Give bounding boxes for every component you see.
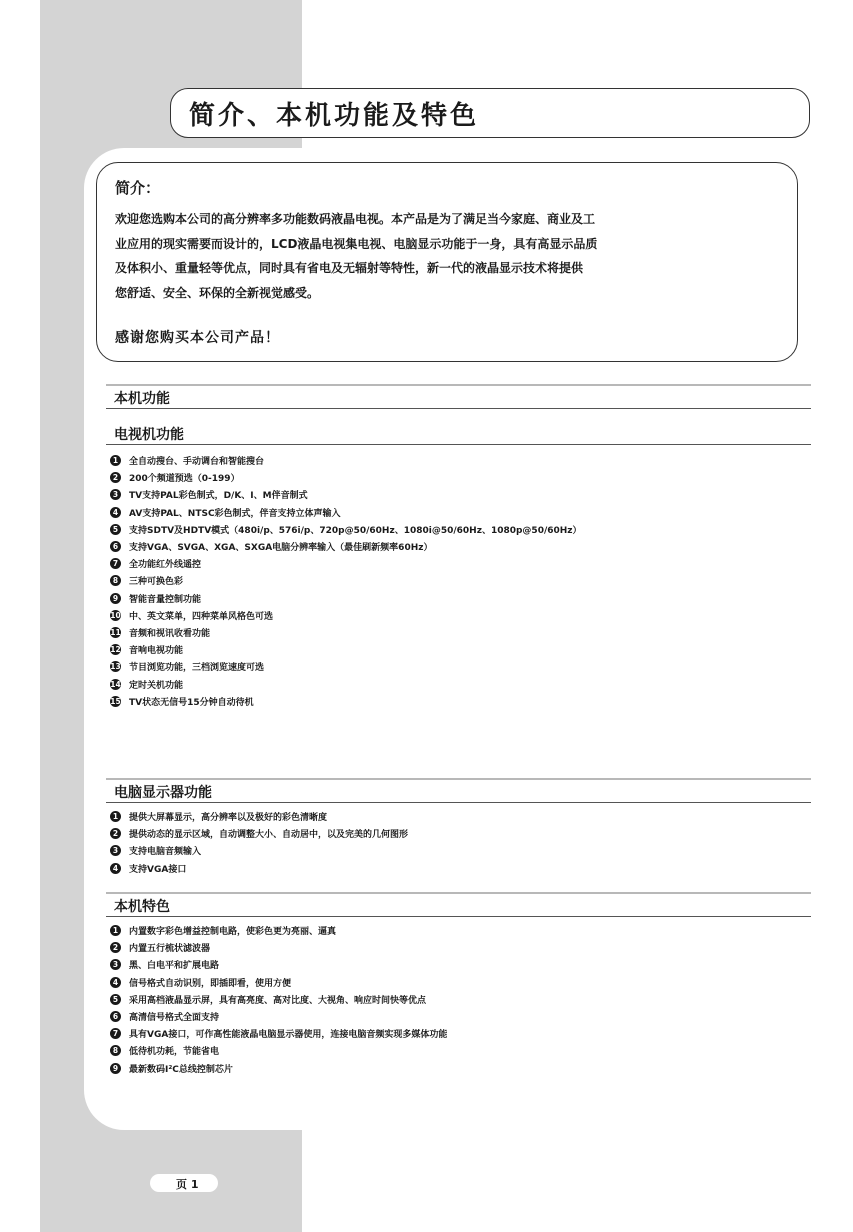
intro-box	[96, 162, 798, 362]
section-features-heading	[106, 384, 811, 409]
number-badge: 7	[110, 558, 121, 569]
number-badge: 4	[110, 507, 121, 518]
list-item	[110, 974, 447, 991]
page-title: 简介、本机功能及特色	[189, 101, 480, 131]
number-badge: 2	[110, 472, 121, 483]
number-badge: 2	[110, 942, 121, 953]
pc-features-label: 电脑显示器功能	[114, 785, 212, 801]
pc-feature-list	[110, 808, 408, 877]
list-item	[110, 521, 582, 538]
number-badge: 9	[110, 593, 121, 604]
intro-line: 欢迎您选购本公司的高分辨率多功能数码液晶电视。本产品是为了满足当今家庭、商业及工	[115, 212, 596, 226]
number-badge: 6	[110, 541, 121, 552]
list-item-text: 节目浏览功能，三档浏览速度可选	[129, 663, 265, 674]
intro-line: 业应用的现实需要而设计的，LCD液晶电视集电视、电脑显示功能于一身，具有高显示品质	[115, 236, 598, 251]
list-item-text: 支持VGA接口	[129, 864, 187, 875]
number-badge: 4	[110, 977, 121, 988]
number-badge: 6	[110, 1011, 121, 1022]
list-item	[110, 956, 447, 973]
list-item-text: 内置数字彩色增益控制电路，使彩色更为亮丽、逼真	[129, 927, 337, 938]
list-item	[110, 693, 582, 710]
list-item	[110, 607, 582, 624]
list-item	[110, 555, 582, 572]
list-item-text: 低待机功耗，节能省电	[129, 1047, 220, 1058]
intro-body	[115, 207, 783, 305]
intro-line: 您舒适、安全、环保的全新视觉感受。	[115, 285, 320, 300]
list-item	[110, 504, 582, 521]
list-item	[110, 1025, 447, 1042]
number-badge: 3	[110, 489, 121, 500]
special-features-heading	[106, 892, 811, 917]
intro-line: 及体积小、重量轻等优点，同时具有省电及无辐射等特性，新一代的液晶显示技术将提供	[115, 261, 584, 275]
list-item-text: 智能音量控制功能	[129, 594, 202, 605]
number-badge: 11	[110, 627, 121, 637]
pc-features-heading	[106, 778, 811, 803]
list-item-text: 音响电视功能	[129, 646, 184, 657]
number-badge: 3	[110, 959, 121, 970]
number-badge: 14	[110, 679, 121, 689]
number-badge: 15	[110, 696, 121, 706]
list-item	[110, 1060, 447, 1077]
list-item-text: 全功能红外线遥控	[129, 560, 202, 571]
list-item	[110, 590, 582, 607]
list-item-text: 提供动态的显示区域，自动调整大小、自动居中，以及完美的几何图形	[129, 830, 409, 841]
list-item	[110, 486, 582, 503]
tv-feature-list	[110, 452, 582, 710]
list-item	[110, 939, 447, 956]
list-item	[110, 452, 582, 469]
number-badge: 5	[110, 994, 121, 1005]
list-item-text: 中、英文菜单，四种菜单风格色可选	[129, 611, 274, 622]
special-features-label: 本机特色	[114, 899, 170, 915]
list-item	[110, 922, 447, 939]
list-item-text: 最新数码I²C总线控制芯片	[129, 1064, 233, 1075]
number-badge: 2	[110, 828, 121, 839]
list-item	[110, 1042, 447, 1059]
list-item-text: 内置五行梳状滤波器	[129, 944, 211, 955]
list-item-text: 提供大屏幕显示，高分辨率以及极好的彩色清晰度	[129, 813, 328, 824]
number-badge: 1	[110, 811, 121, 822]
list-item-text: 支持电脑音频输入	[129, 847, 202, 858]
list-item-text: 具有VGA接口，可作高性能液晶电脑显示器使用，连接电脑音频实现多媒体功能	[129, 1030, 448, 1041]
page-number-tab	[150, 1174, 218, 1192]
list-item-text: 黑、白电平和扩展电路	[129, 961, 220, 972]
list-item	[110, 469, 582, 486]
number-badge: 13	[110, 662, 121, 672]
number-badge: 4	[110, 863, 121, 874]
list-item	[110, 825, 408, 842]
number-badge: 10	[110, 610, 121, 620]
list-item-text: 支持SDTV及HDTV模式（480i/p、576i/p、720p@50/60Hz、1080i@50/60Hz、1080p@50/60Hz）	[129, 525, 582, 536]
list-item-text: TV状态无信号15分钟自动待机	[129, 697, 254, 708]
number-badge: 8	[110, 575, 121, 586]
number-badge: 12	[110, 645, 121, 655]
intro-thanks: 感谢您购买本公司产品！	[115, 330, 280, 346]
list-item	[110, 572, 582, 589]
special-feature-list	[110, 922, 447, 1077]
list-item	[110, 658, 582, 675]
list-item-text: 全自动搜台、手动调台和智能搜台	[129, 457, 265, 468]
number-badge: 1	[110, 925, 121, 936]
list-item-text: 定时关机功能	[129, 680, 184, 691]
list-item	[110, 808, 408, 825]
list-item-text: TV支持PAL彩色制式，D/K、I、M伴音制式	[129, 491, 308, 502]
tv-features-label: 电视机功能	[114, 427, 184, 443]
list-item	[110, 842, 408, 859]
tv-features-heading	[106, 422, 811, 445]
number-badge: 3	[110, 845, 121, 856]
list-item-text: 高清信号格式全面支持	[129, 1013, 220, 1024]
number-badge: 7	[110, 1028, 121, 1039]
intro-heading: 简介：	[115, 179, 161, 197]
number-badge: 1	[110, 455, 121, 466]
list-item-text: 三种可换色彩	[129, 577, 184, 588]
list-item-text: 音频和视讯收看功能	[129, 628, 211, 639]
list-item	[110, 991, 447, 1008]
list-item-text: 信号格式自动识别，即插即看，使用方便	[129, 978, 292, 989]
list-item	[110, 860, 408, 877]
number-badge: 5	[110, 524, 121, 535]
section-features-label: 本机功能	[114, 391, 170, 407]
list-item	[110, 624, 582, 641]
list-item	[110, 538, 582, 555]
list-item-text: AV支持PAL、NTSC彩色制式，伴音支持立体声输入	[129, 508, 341, 519]
page-number: 页 1	[176, 1178, 199, 1191]
list-item-text: 支持VGA、SVGA、XGA、SXGA电脑分辨率输入（最佳刷新频率60Hz）	[129, 543, 433, 554]
number-badge: 9	[110, 1063, 121, 1074]
list-item-text: 200个频道预选（0-199）	[129, 474, 240, 485]
list-item	[110, 1008, 447, 1025]
list-item	[110, 675, 582, 692]
number-badge: 8	[110, 1045, 121, 1056]
list-item-text: 采用高档液晶显示屏，具有高亮度、高对比度、大视角、响应时间快等优点	[129, 995, 427, 1006]
list-item	[110, 641, 582, 658]
page-title-box	[170, 88, 810, 138]
